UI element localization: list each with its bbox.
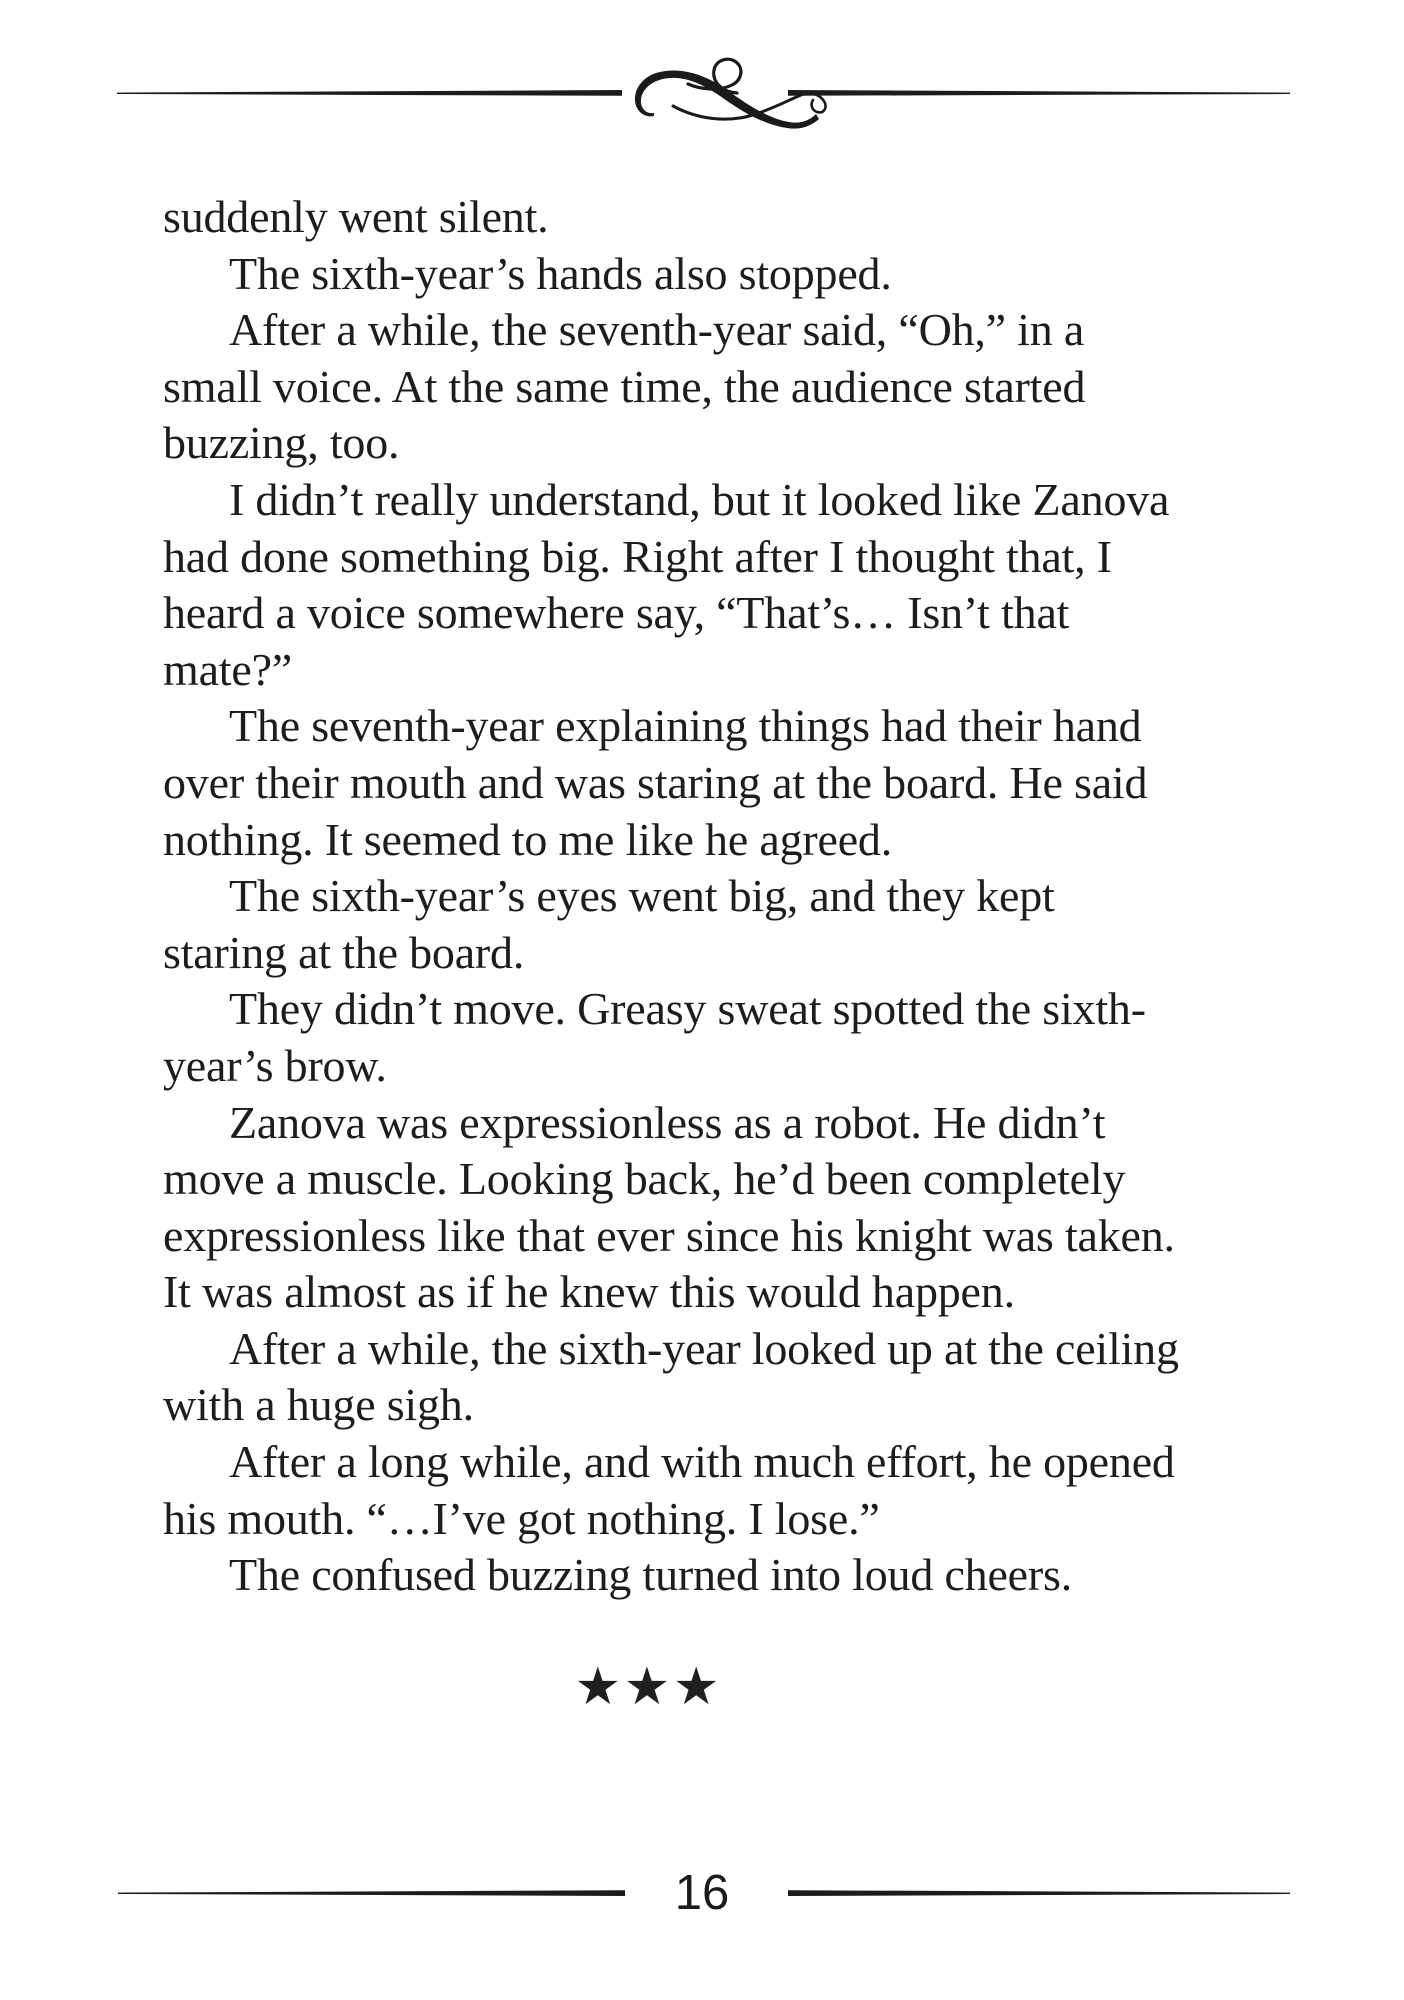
body-text — [163, 189, 1203, 1604]
text-line: expressionless like that ever since his knight was taken. — [163, 1209, 1175, 1261]
page-number: 16 — [674, 1866, 730, 1920]
text-line: nothing. It seemed to me like he agreed. — [163, 813, 893, 865]
text-line: move a muscle. Looking back, he’d been completely — [163, 1153, 1126, 1205]
text-line: his mouth. “…I’ve got nothing. I lose.” — [163, 1492, 880, 1544]
text-line: They didn’t move. Greasy sweat spotted the sixth- — [229, 983, 1146, 1035]
text-line: It was almost as if he knew this would happen. — [163, 1266, 1015, 1318]
text-line: After a while, the seventh-year said, “Oh,” in a — [229, 304, 1085, 356]
text-line: with a huge sigh. — [163, 1379, 474, 1431]
text-line: small voice. At the same time, the audience started — [163, 360, 1086, 412]
text-line: The sixth-year’s hands also stopped. — [229, 247, 892, 299]
text-line: had done something big. Right after I thought that, I — [163, 530, 1112, 582]
text-line: suddenly went silent. — [163, 191, 549, 242]
text-line: over their mouth and was staring at the board. He said — [163, 756, 1148, 808]
text-line: staring at the board. — [163, 926, 525, 978]
text-line: After a long while, and with much effort, he opened — [229, 1436, 1175, 1488]
header-rule-left — [117, 90, 622, 96]
text-line: buzzing, too. — [163, 417, 400, 469]
text-line: The sixth-year’s eyes went big, and they kept — [229, 870, 1055, 922]
text-line: mate?” — [163, 643, 293, 695]
text-line: Zanova was expressionless as a robot. He didn’t — [229, 1096, 1106, 1148]
text-line: After a while, the sixth-year looked up at the ceiling — [229, 1322, 1179, 1374]
text-line: heard a voice somewhere say, “That’s… Isn’t that — [163, 587, 1070, 639]
text-line: The confused buzzing turned into loud cheers. — [229, 1549, 1073, 1601]
header-rule-right — [788, 90, 1290, 96]
section-break-stars-icon: ★ ★ ★ — [574, 1657, 720, 1717]
text-line: I didn’t really understand, but it looked like Zanova — [229, 473, 1170, 525]
text-line: year’s brow. — [163, 1039, 387, 1091]
text-line: The seventh-year explaining things had their hand — [229, 700, 1142, 752]
